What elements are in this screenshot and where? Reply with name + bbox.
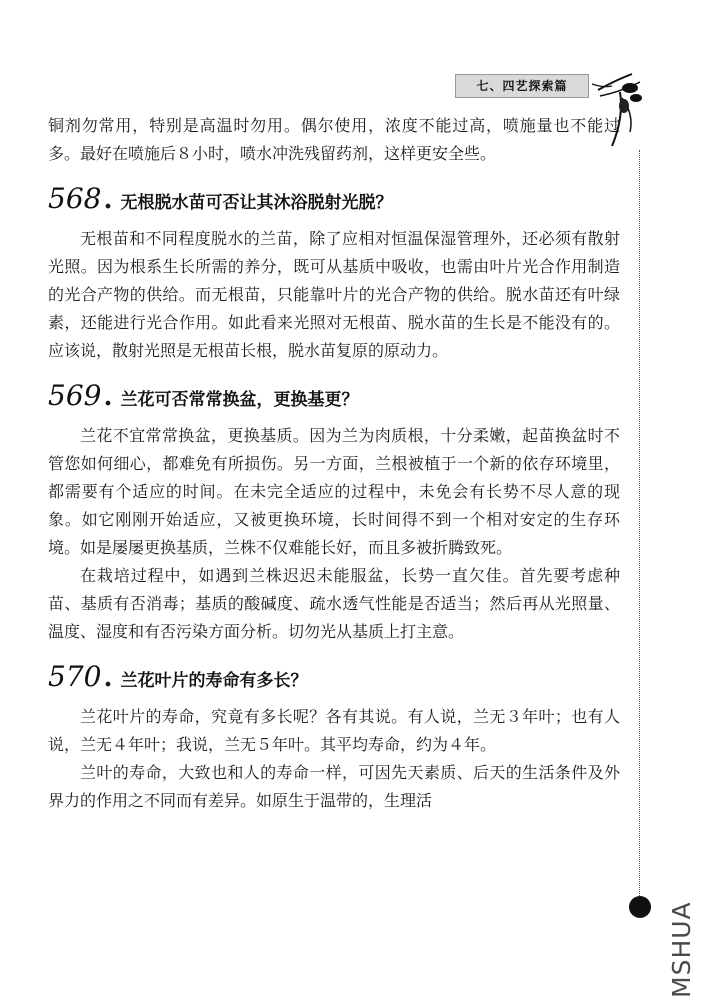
answer-paragraph: 兰花不宜常常换盆，更换基质。因为兰为肉质根，十分柔嫩，起苗换盆时不管您如何细心，都难免有所损伤。另一方面，兰根被植于一个新的依存环境里，都需要有个适应的时间。在未完全适应的过程中，未免会有长势不尽人意的现象。如它刚刚开始适应，又被更换环境，长时间得不到一个相对安定的生存环境。如是屡屡更换基质，兰株不仅难能长好，而且多被折腾致死。	[48, 426, 620, 557]
question-number-dot: .	[103, 382, 113, 412]
question-570	[48, 660, 620, 815]
watermark-text: MSHUA	[667, 901, 696, 998]
question-number: 568	[48, 182, 102, 215]
question-568	[48, 182, 620, 365]
answer-paragraph: 兰花叶片的寿命，究竟有多长呢？各有其说。有人说，兰无３年叶；也有人说，兰无４年叶；我说，兰无５年叶。其平均寿命，约为４年。	[48, 707, 620, 754]
margin-dotted-rule	[639, 150, 640, 900]
question-heading	[48, 379, 620, 412]
section-header-label: 七、四艺探索篇	[455, 74, 589, 98]
question-title: 兰花叶片的寿命有多长？	[120, 671, 308, 691]
answer-paragraph: 在栽培过程中，如遇到兰株迟迟未能服盆，长势一直欠佳。首先要考虑种苗、基质有否消毒；基质的酸碱度、疏水透气性能是否适当；然后再从光照量、温度、湿度和有否污染方面分析。切勿光从基质上打主意。	[48, 566, 620, 641]
page-content	[48, 112, 620, 815]
question-number: 570	[48, 660, 102, 693]
margin-dot-marker	[629, 896, 651, 918]
question-569	[48, 379, 620, 646]
question-heading	[48, 660, 620, 693]
intro-paragraph: 铜剂勿常用，特别是高温时勿用。偶尔使用，浓度不能过高，喷施量也不能过多。最好在喷施后８小时，喷水冲洗残留药剂，这样更安全些。	[48, 116, 620, 163]
question-title: 兰花可否常常换盆，更换基更？	[120, 390, 359, 410]
question-heading	[48, 182, 620, 215]
question-title: 无根脱水苗可否让其沐浴脱射光脱？	[120, 193, 393, 213]
answer-paragraph: 无根苗和不同程度脱水的兰苗，除了应相对恒温保湿管理外，还必须有散射光照。因为根系生长所需的养分，既可从基质中吸收，也需由叶片光合作用制造的光合产物的供给。而无根苗，只能靠叶片的光合产物的供给。脱水苗还有叶绿素，还能进行光合作用。如此看来光照对无根苗、脱水苗的生长是不能没有的。应该说，散射光照是无根苗长根，脱水苗复原的原动力。	[48, 229, 620, 360]
question-number-dot: .	[103, 663, 113, 693]
answer-paragraph: 兰叶的寿命，大致也和人的寿命一样，可因先天素质、后天的生活条件及外界力的作用之不同而有差异。如原生于温带的，生理活	[48, 763, 620, 810]
question-number-dot: .	[103, 185, 113, 215]
question-number: 569	[48, 379, 102, 412]
